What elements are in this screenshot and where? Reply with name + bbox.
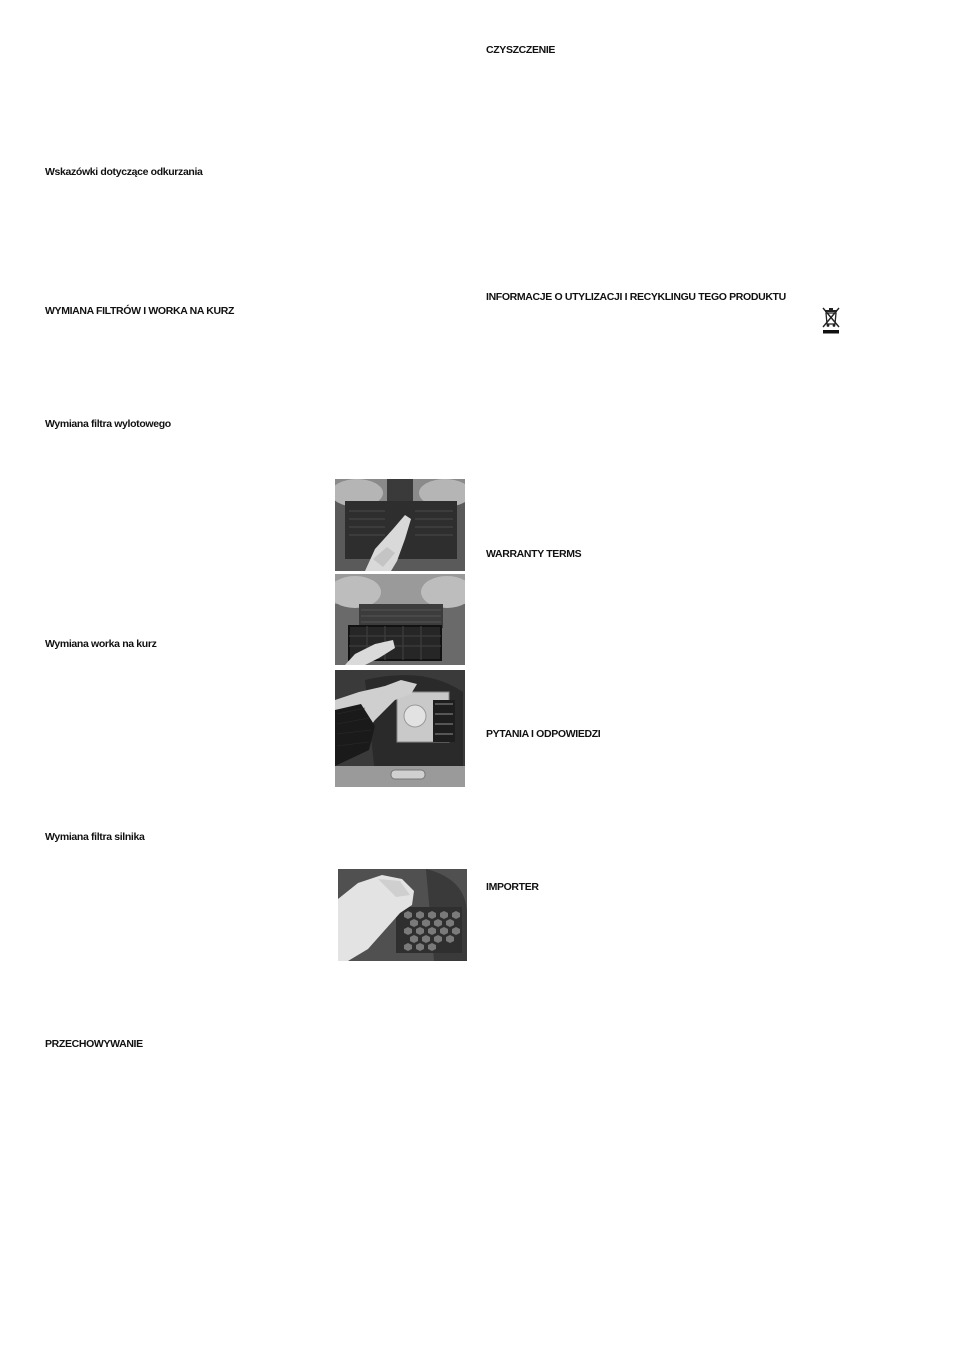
heading-questions-answers: PYTANIA I ODPOWIEDZI bbox=[486, 728, 601, 740]
crossed-out-wheeled-bin-icon bbox=[821, 306, 841, 334]
heading-outlet-filter-replacement: Wymiana filtra wylotowego bbox=[45, 418, 171, 430]
heading-vacuuming-tips: Wskazówki dotyczące odkurzania bbox=[45, 166, 203, 178]
heading-importer: IMPORTER bbox=[486, 881, 539, 893]
dust-bag-replacement-photo bbox=[335, 670, 465, 787]
heading-disposal-recycling: INFORMACJE O UTYLIZACJI I RECYKLINGU TEGO PRODUKTU bbox=[486, 291, 786, 303]
motor-filter-photo bbox=[338, 869, 467, 961]
heading-filter-and-bag-replacement: WYMIANA FILTRÓW I WORKA NA KURZ bbox=[45, 305, 235, 317]
heading-storage: PRZECHOWYWANIE bbox=[45, 1038, 143, 1050]
heading-motor-filter-replacement: Wymiana filtra silnika bbox=[45, 831, 145, 843]
heading-dust-bag-replacement: Wymiana worka na kurz bbox=[45, 638, 157, 650]
heading-warranty-terms: WARRANTY TERMS bbox=[486, 548, 582, 560]
heading-cleaning: CZYSZCZENIE bbox=[486, 44, 556, 56]
outlet-filter-removal-photo bbox=[335, 574, 465, 665]
outlet-filter-cover-photo bbox=[335, 479, 465, 571]
